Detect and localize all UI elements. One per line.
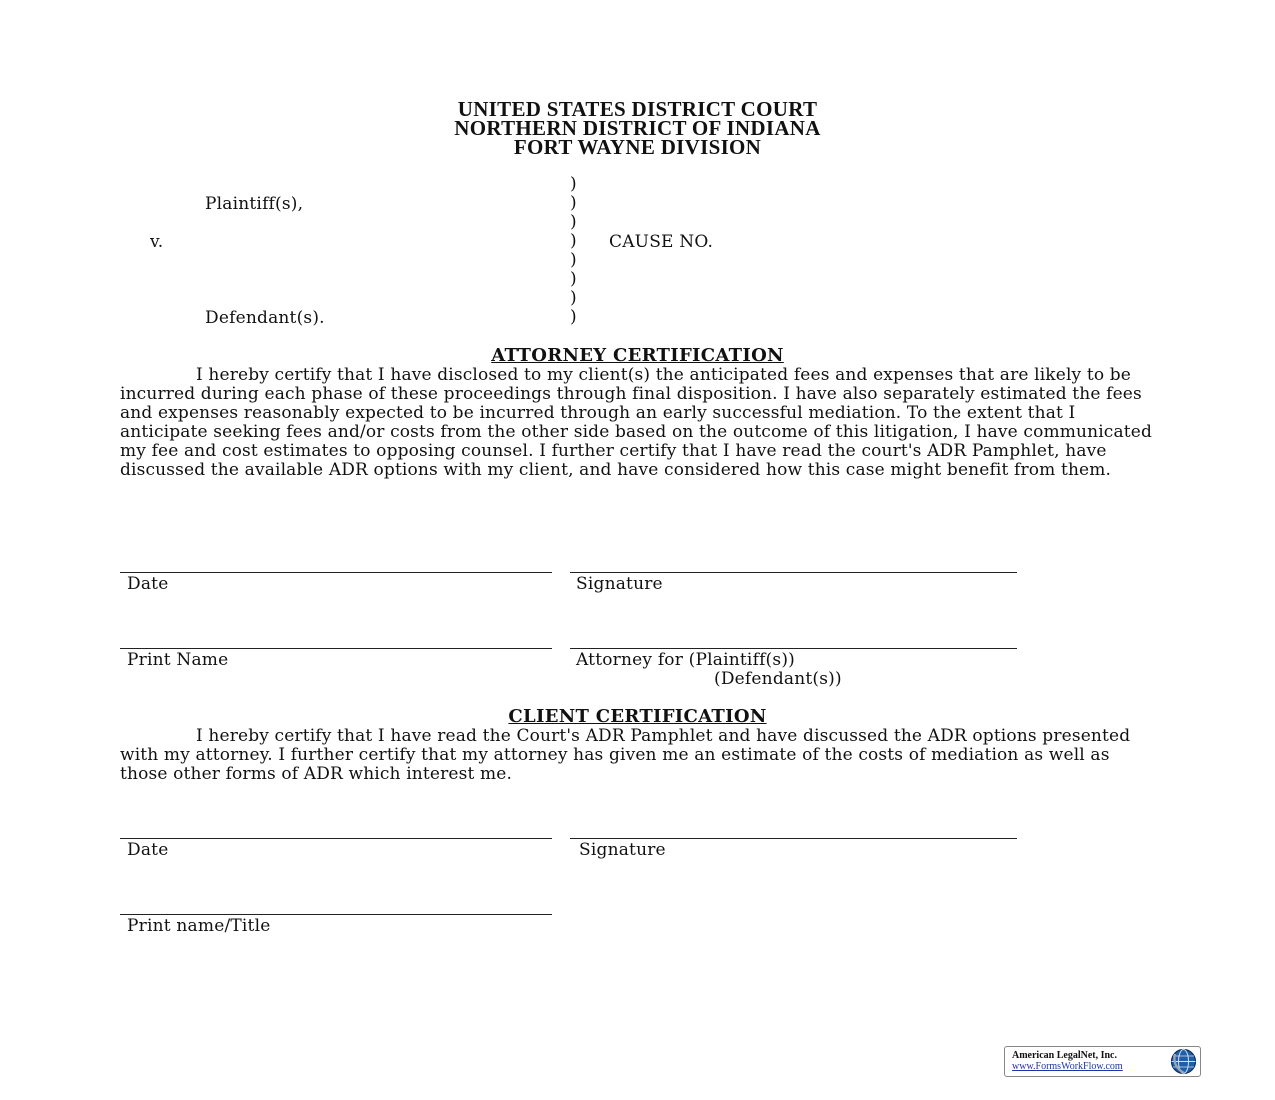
caption-paren: ) xyxy=(570,307,577,327)
defendant-label: Defendant(s). xyxy=(205,308,325,328)
client-certification-body xyxy=(120,727,1160,784)
plaintiff-label: Plaintiff(s), xyxy=(205,194,304,214)
client-signature-line[interactable] xyxy=(570,838,1017,839)
client-print-name-line[interactable] xyxy=(120,914,552,915)
caption-paren: ) xyxy=(570,212,577,232)
client-print-name-title-label: Print name/Title xyxy=(127,916,271,936)
attorney-print-name-line[interactable] xyxy=(120,648,552,649)
attorney-for-defendant-option: (Defendant(s)) xyxy=(714,669,842,689)
attorney-certification-heading: ATTORNEY CERTIFICATION xyxy=(491,345,784,366)
attorney-signature-label: Signature xyxy=(576,574,663,594)
globe-icon xyxy=(1170,1048,1197,1075)
division-name: FORT WAYNE DIVISION xyxy=(513,135,762,159)
client-date-line[interactable] xyxy=(120,838,552,839)
district-name: NORTHERN DISTRICT OF INDIANA xyxy=(454,116,821,140)
caption-paren: ) xyxy=(570,193,577,213)
court-name: UNITED STATES DISTRICT COURT xyxy=(457,97,818,121)
attorney-date-label: Date xyxy=(127,574,169,594)
caption-paren: ) xyxy=(570,174,577,194)
caption-paren: ) xyxy=(570,231,577,251)
client-signature-label: Signature xyxy=(579,840,666,860)
client-certification-heading: CLIENT CERTIFICATION xyxy=(508,706,767,727)
caption-paren: ) xyxy=(570,269,577,289)
attorney-certification-body xyxy=(120,366,1160,480)
attorney-certification-text: I hereby certify that I have disclosed to my client(s) the anticipated fees and expenses that are likely to be incurred during each phase of these proceedings through final disposition. I have also separately estimated the fees and expenses reasonably expected to be incurred through an early successful mediation. To the extent that I anticipate seeking fees and/or costs from the other side based on the outcome of this litigation, I have communicated my fee and cost estimates to opposing counsel. I further certify that I have read the court's ADR Pamphlet, have discussed the available ADR options with my client, and have considered how this case might benefit from them. xyxy=(120,365,1152,480)
attorney-signature-line[interactable] xyxy=(570,572,1017,573)
forms-workflow-logo[interactable] xyxy=(1004,1046,1201,1077)
attorney-date-line[interactable] xyxy=(120,572,552,573)
logo-url-link[interactable]: www.FormsWorkFlow.com xyxy=(1012,1061,1123,1072)
caption-paren: ) xyxy=(570,250,577,270)
client-date-label: Date xyxy=(127,840,169,860)
attorney-for-line[interactable] xyxy=(570,648,1017,649)
caption-parens xyxy=(570,175,577,327)
attorney-print-name-label: Print Name xyxy=(127,650,229,670)
versus-label: v. xyxy=(150,232,164,252)
attorney-for-label: Attorney for (Plaintiff(s)) xyxy=(576,650,795,670)
client-certification-text: I hereby certify that I have read the Court's ADR Pamphlet and have discussed the ADR options presented with my attorney. I further certify that my attorney has given me an estimate of the costs of mediation as well as those other forms of ADR which interest me. xyxy=(120,726,1131,784)
logo-company-name: American LegalNet, Inc. xyxy=(1012,1050,1117,1061)
cause-number-label: CAUSE NO. xyxy=(609,232,714,252)
caption-paren: ) xyxy=(570,288,577,308)
